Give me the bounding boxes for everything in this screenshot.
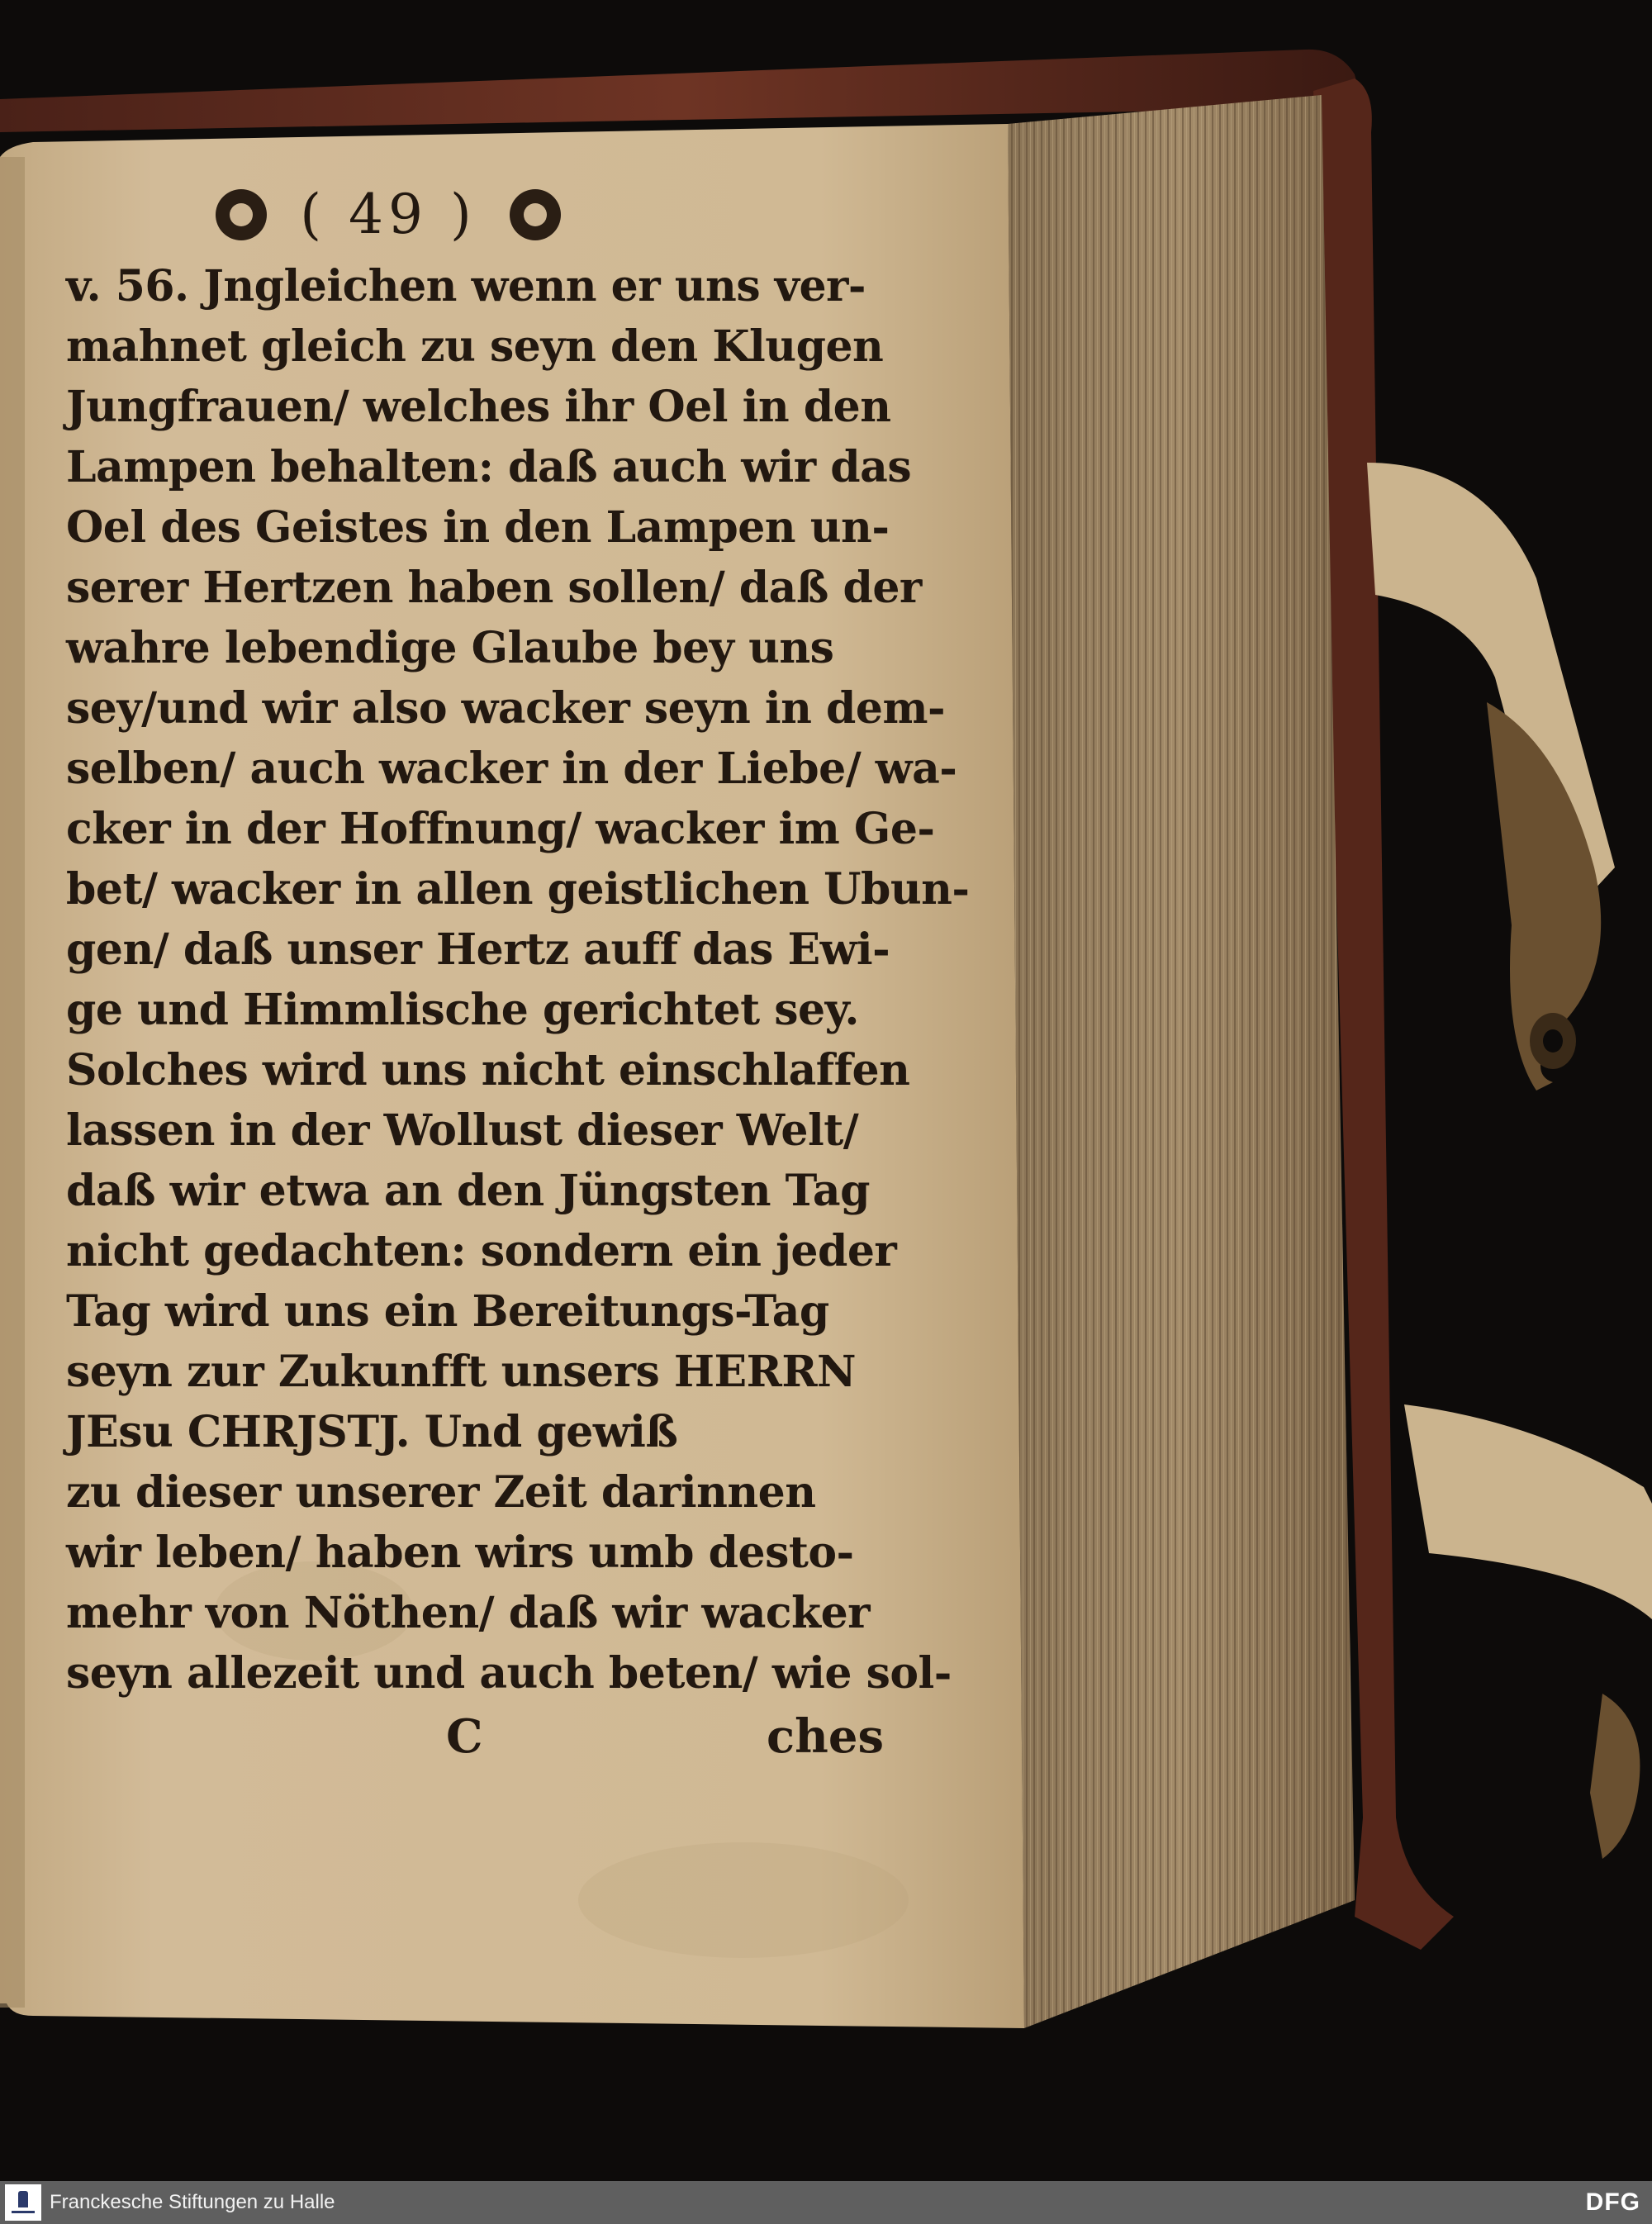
- text-line: serer Hertzen haben sollen/ daß der: [66, 563, 922, 613]
- body-text: [66, 256, 970, 1704]
- text-line: gen/ daß unser Hertz auff das Ewi-: [66, 924, 890, 975]
- text-line: v. 56. Jngleichen wenn er uns ver-: [66, 261, 866, 311]
- text-line: Jungfrauen/ welches ihr Oel in den: [66, 382, 891, 432]
- page-foot-line: [66, 1704, 884, 1770]
- ornament-icon: [216, 189, 267, 240]
- footer-bar: [0, 2181, 1652, 2224]
- text-line: wir leben/ haben wirs umb desto-: [66, 1528, 854, 1578]
- text-line: zu dieser unserer Zeit darinnen: [66, 1467, 816, 1518]
- text-line: bet/ wacker in allen geistlichen Ubun-: [66, 864, 970, 915]
- catchword: ches: [767, 1709, 884, 1764]
- text-line: mehr von Nöthen/ daß wir wacker: [66, 1588, 871, 1638]
- text-line: sey/und wir also wacker seyn in dem-: [66, 683, 946, 734]
- dfg-logo: DFG: [1585, 2188, 1640, 2216]
- text-line: Oel des Geistes in den Lampen un-: [66, 502, 890, 553]
- text-line: mahnet gleich zu seyn den Klugen: [66, 321, 884, 372]
- page-text: [66, 173, 970, 1770]
- text-line: nicht gedachten: sondern ein jeder: [66, 1226, 897, 1276]
- text-line: seyn allezeit und auch beten/ wie sol-: [66, 1648, 952, 1699]
- footer-logo-icon: [5, 2184, 41, 2221]
- text-line: cker in der Hoffnung/ wacker im Ge-: [66, 804, 935, 854]
- signature-mark: C: [446, 1709, 483, 1764]
- text-line: lassen in der Wollust dieser Welt/: [66, 1105, 859, 1156]
- text-line: seyn zur Zukunfft unsers HERRN: [66, 1347, 857, 1397]
- institution-name: Franckesche Stiftungen zu Halle: [50, 2191, 335, 2213]
- text-line: Solches wird uns nicht einschlaffen: [66, 1045, 910, 1095]
- text-line: ge und Himmlische gerichtet sey.: [66, 985, 859, 1035]
- ornament-icon: [510, 189, 561, 240]
- text-line: wahre lebendige Glaube bey uns: [66, 623, 834, 673]
- page-header: [66, 173, 710, 256]
- text-line: selben/ auch wacker in der Liebe/ wa-: [66, 744, 957, 794]
- page-number: ( 49 ): [300, 183, 477, 246]
- clasp-strap-lower: [1404, 1404, 1652, 1619]
- text-line: JEsu CHRJSTJ. Und gewiß: [66, 1407, 678, 1457]
- text-line: daß wir etwa an den Jüngsten Tag: [66, 1166, 870, 1216]
- text-line: Tag wird uns ein Bereitungs-Tag: [66, 1286, 829, 1337]
- text-line: Lampen behalten: daß auch wir das: [66, 442, 912, 492]
